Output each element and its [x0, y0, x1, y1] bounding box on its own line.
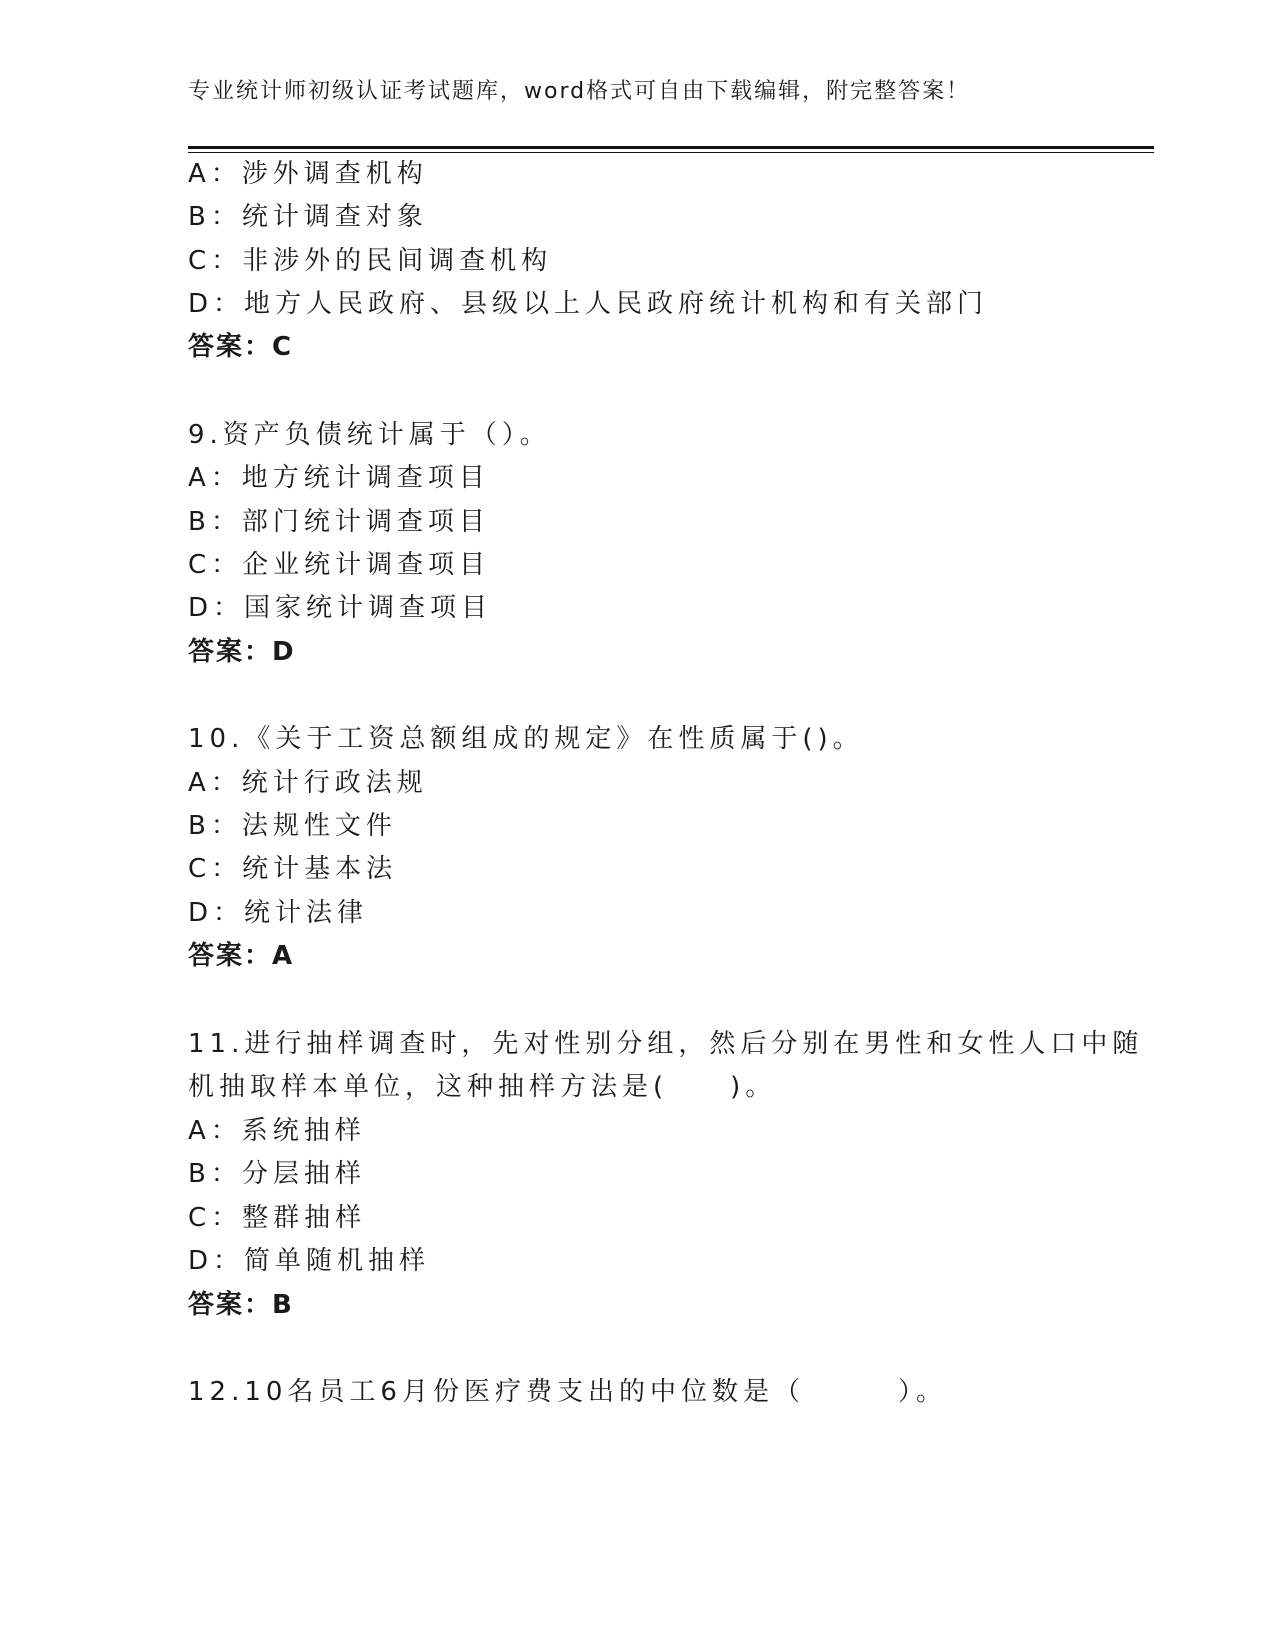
- q8-answer: 答案：C: [188, 332, 294, 362]
- q9-option-a: A：地方统计调查项目: [188, 463, 490, 493]
- q11-option-a: A：系统抽样: [188, 1116, 366, 1146]
- q12-question: 12.10名员工6月份医疗费支出的中位数是（ ）。: [188, 1377, 947, 1407]
- page-header: 专业统计师初级认证考试题库，word格式可自由下载编辑，附完整答案！: [188, 79, 971, 104]
- q11-option-d: D：简单随机抽样: [188, 1246, 431, 1276]
- q9-question: 9.资产负债统计属于（）。: [188, 420, 551, 450]
- q10-option-d: D：统计法律: [188, 898, 369, 928]
- q8-option-b: B：统计调查对象: [188, 202, 428, 232]
- q8-option-c: C：非涉外的民间调查机构: [188, 246, 553, 276]
- q11-answer: 答案：B: [188, 1290, 294, 1320]
- q10-option-c: C：统计基本法: [188, 854, 398, 884]
- q10-question: 10.《关于工资总额组成的规定》在性质属于()。: [188, 724, 864, 754]
- q11-question-line2: 机抽取样本单位，这种抽样方法是( )。: [188, 1072, 777, 1102]
- q9-option-c: C：企业统计调查项目: [188, 550, 491, 580]
- q9-option-b: B：部门统计调查项目: [188, 507, 490, 537]
- header-rule-thin: [188, 152, 1154, 153]
- q8-option-d: D：地方人民政府、县级以上人民政府统计机构和有关部门: [188, 289, 989, 319]
- q10-answer: 答案：A: [188, 941, 295, 971]
- header-rule-thick: [188, 146, 1154, 149]
- q11-option-b: B：分层抽样: [188, 1159, 366, 1189]
- q11-question-line1: 11.进行抽样调查时，先对性别分组，然后分别在男性和女性人口中随: [188, 1029, 1144, 1059]
- q10-option-a: A：统计行政法规: [188, 768, 428, 798]
- q10-option-b: B：法规性文件: [188, 811, 397, 841]
- q9-option-d: D：国家统计调查项目: [188, 593, 493, 623]
- q11-option-c: C：整群抽样: [188, 1203, 367, 1233]
- q9-answer: 答案：D: [188, 637, 296, 667]
- q8-option-a: A：涉外调查机构: [188, 159, 428, 189]
